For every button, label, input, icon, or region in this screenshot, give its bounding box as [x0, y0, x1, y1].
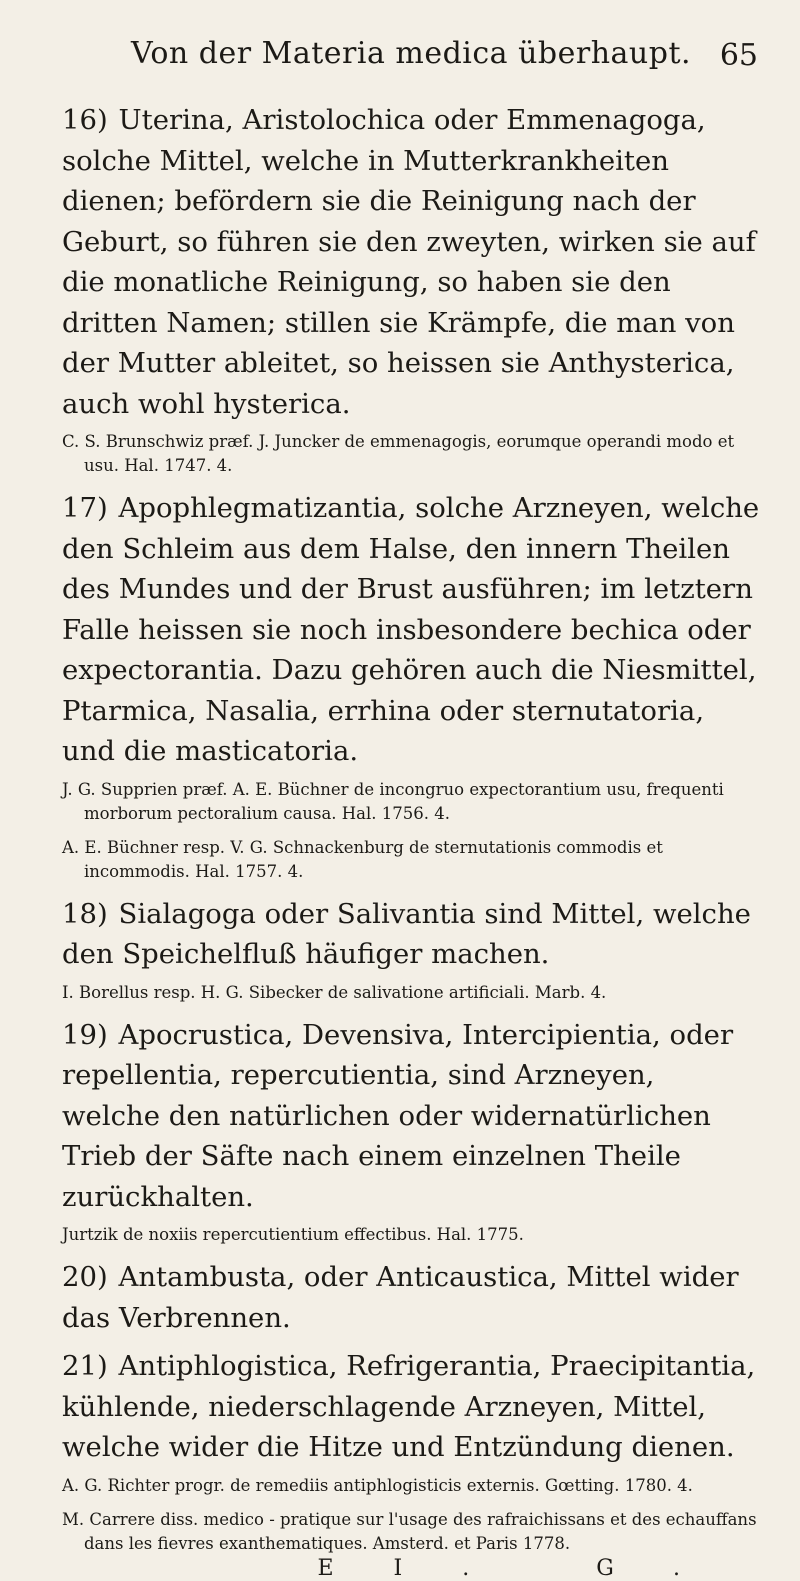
page-footer: [62, 1556, 760, 1581]
page-number: 65: [719, 38, 758, 73]
entry-text: [62, 894, 760, 975]
bibliographic-reference: M. Carrere diss. medico - pratique sur l'usage des rafraichissans et des echauffans dans les fievres exanthematiques. Amsterd. et Paris 1778.: [62, 1509, 757, 1553]
bibliographic-reference: A. E. Büchner resp. V. G. Schnackenburg de sternutationis commodis et incommodis. Hal. 1757. 4.: [62, 837, 663, 881]
entry-body: Apophlegmatizantia, solche Arzneyen, welche den Schleim aus dem Halse, den innern Theilen des Mundes und der Brust ausführen; im letztern Falle heissen sie noch insbesondere bechica oder expectorantia. Dazu gehören auch die Niesmittel, Ptarmica, Nasalia, errhina oder sternutatoria, und die masticatoria.: [62, 492, 760, 767]
entry-body: Antiphlogistica, Refrigerantia, Praecipitantia, kühlende, niederschlagende Arzneyen, Mittel, welche wider die Hitze und Entzündung dienen.: [62, 1350, 756, 1463]
catchword: I. G.: [393, 1555, 740, 1581]
bibliographic-reference: J. G. Supprien præf. A. E. Büchner de incongruo expectorantium usu, frequenti morborum pectoralium causa. Hal. 1756. 4.: [62, 779, 724, 823]
entry-body: Uterina, Aristolochica oder Emmenagoga, solche Mittel, welche in Mutterkrankheiten dienen; befördern sie die Reinigung nach der Geburt, so führen sie den zweyten, wirken sie auf die monatliche Reinigung, so haben sie den dritten Namen; stillen sie Krämpfe, die man von der Mutter ableitet, so heissen sie Anthysterica, auch wohl hysterica.: [62, 104, 756, 420]
bibliographic-reference: C. S. Brunschwiz præf. J. Juncker de emmenagogis, eorumque operandi modo et usu. Hal. 1747. 4.: [62, 432, 735, 475]
entry-number: 21): [62, 1350, 108, 1382]
entry-list: [62, 100, 760, 1556]
entry-item: [62, 1257, 760, 1338]
signature-mark: E: [317, 1555, 394, 1581]
running-head: Von der Materia medica überhaupt.: [130, 36, 692, 71]
entry-number: 19): [62, 1018, 108, 1051]
entry-item: [62, 488, 760, 884]
entry-item: [62, 100, 760, 478]
entry-body: Apocrustica, Devensiva, Intercipientia, oder repellentia, repercutientia, sind Arzneyen, welche den natürlichen oder widernatürlichen Trieb der Säfte nach einem einzelnen Theile zurückhalten.: [62, 1018, 734, 1213]
bibliographic-reference: Jurtzik de noxiis repercutientium effectibus. Hal. 1775.: [62, 1225, 524, 1244]
entry-number: 20): [62, 1261, 108, 1293]
bibliographic-reference: A. G. Richter progr. de remediis antiphlogisticis externis. Gœtting. 1780. 4.: [62, 1475, 693, 1495]
entry-text: [62, 488, 760, 772]
bibliographic-reference: I. Borellus resp. H. G. Sibecker de salivatione artificiali. Marb. 4.: [62, 982, 607, 1002]
entry-text: [62, 1346, 760, 1468]
entry-number: 16): [62, 104, 108, 136]
page-header: [62, 0, 760, 100]
entry-item: [62, 1346, 760, 1556]
entry-body: Sialagoga oder Salivantia sind Mittel, welche den Speichelfluß häufiger machen.: [62, 897, 751, 970]
entry-number: 18): [62, 897, 108, 930]
entry-text: [62, 1015, 760, 1218]
entry-item: [62, 894, 760, 1005]
entry-item: [62, 1015, 760, 1248]
entry-body: Antambusta, oder Anticaustica, Mittel wider das Verbrennen.: [62, 1261, 739, 1334]
entry-number: 17): [62, 492, 108, 524]
entry-text: [62, 1257, 760, 1338]
entry-text: [62, 100, 760, 424]
